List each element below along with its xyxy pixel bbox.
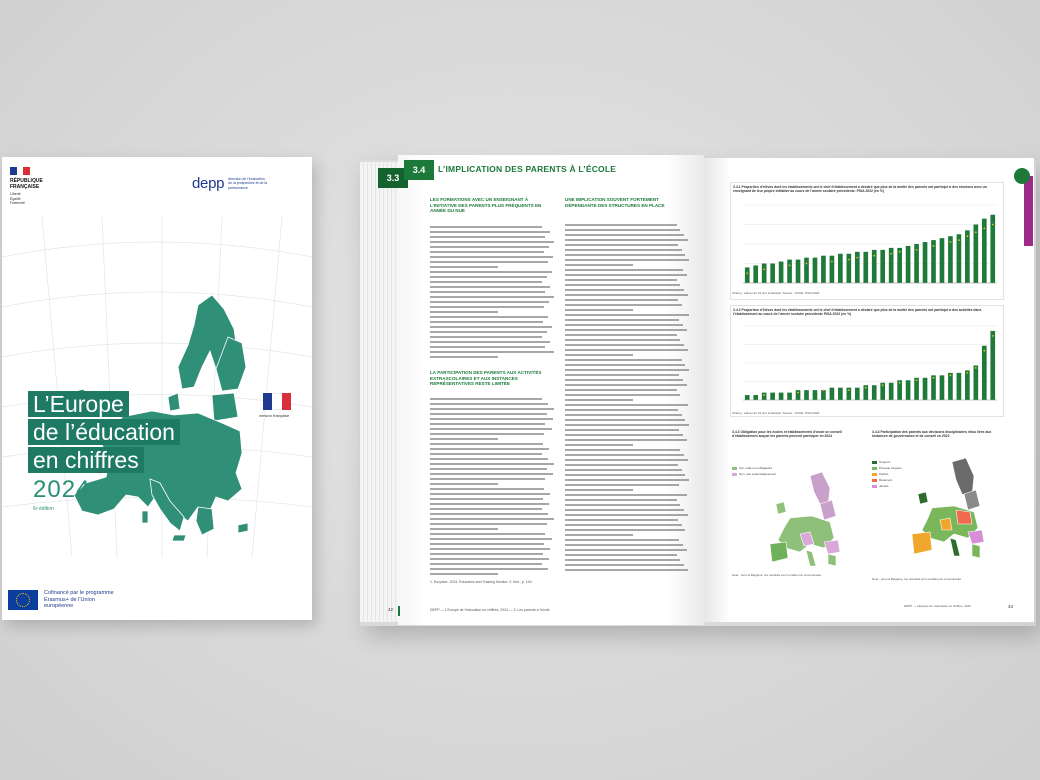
bar [838, 388, 843, 400]
text-line [565, 304, 682, 306]
marianne-flag-icon [10, 167, 30, 175]
text-line [565, 399, 633, 401]
text-line [430, 241, 554, 243]
text-line [565, 344, 684, 346]
bar [990, 331, 995, 400]
bar [745, 395, 750, 400]
text-line [565, 309, 633, 311]
bar [982, 346, 987, 400]
text-line [565, 489, 633, 491]
marker-point [865, 387, 867, 389]
marker-point [899, 382, 901, 384]
bar [855, 252, 860, 283]
text-line [565, 414, 682, 416]
text-line [565, 439, 687, 441]
text-line [430, 326, 552, 328]
bar [821, 390, 826, 400]
bar [897, 248, 902, 283]
map-title: 3.4.3 Obligation pour les écoles et établissements d’avoir un conseil d’établissement auquel les parents peuvent participer en 2024 [732, 430, 843, 439]
text-line [430, 468, 547, 470]
text-line [430, 533, 545, 535]
text-line [565, 224, 677, 226]
section-subtitle: LES FORMATIONS AVEC UN ENSEIGNANT À L’INITIATIVE DES PARENTS PLUS FRÉQUENTS EN ANNÉE DU NUE [430, 197, 542, 214]
bar [838, 254, 843, 283]
text-line [565, 334, 677, 336]
title-line: L’Europe [28, 391, 129, 417]
text-line [565, 254, 685, 256]
text-line [565, 314, 689, 316]
marker-point [831, 261, 833, 263]
chart-panel-1 [730, 182, 1004, 300]
text-line [430, 398, 542, 400]
text-line [430, 246, 549, 248]
text-line [430, 503, 549, 505]
page-number: 43 [1008, 604, 1014, 609]
text-line [565, 539, 679, 541]
text-line [565, 324, 683, 326]
text-line [565, 544, 683, 546]
bar [753, 265, 758, 283]
marker-point [916, 249, 918, 251]
text-line [565, 404, 688, 406]
page-footer: DEPP — L’Europe de l’éducation en chiffres, 2024 — 3. Les parents à l’école [430, 608, 550, 612]
text-line [430, 433, 544, 435]
chapter-tab-previous: 3.3 [378, 168, 408, 188]
marker-point [966, 235, 968, 237]
text-line [565, 564, 684, 566]
text-line [430, 236, 545, 238]
text-line [430, 311, 498, 313]
bar [779, 393, 784, 400]
chart-note: Champ : élèves de 15 ans scolarisés. Source : OCDE, PISA 2022. [732, 291, 821, 295]
marker-point [856, 257, 858, 259]
text-line [430, 256, 553, 258]
text-line [565, 239, 688, 241]
eu-cofunding-text: Cofinancé par le programme Erasmus+ de l’Union européenne [44, 590, 114, 610]
text-line [430, 413, 547, 415]
text-line [430, 568, 548, 570]
text-line [565, 464, 678, 466]
text-line [430, 508, 542, 510]
text-line [565, 499, 677, 501]
bar [923, 242, 928, 283]
bar [770, 393, 775, 400]
text-line [565, 504, 680, 506]
text-line [430, 276, 547, 278]
bar [974, 365, 979, 400]
text-line [430, 498, 543, 500]
text-line [565, 234, 684, 236]
text-line [430, 306, 544, 308]
bar [940, 238, 945, 283]
marker-point [966, 372, 968, 374]
marker-point [746, 272, 748, 274]
map-note: Note : pour la Belgique, les résultats sont ventilés par communauté. [872, 577, 962, 581]
bar [847, 254, 852, 283]
text-line [430, 478, 545, 480]
depp-logo [192, 175, 268, 192]
bar [855, 388, 860, 400]
bar [957, 373, 962, 400]
text-line [565, 384, 687, 386]
text-line [565, 369, 689, 371]
text-line [565, 534, 633, 536]
text-line [565, 524, 682, 526]
text-line [430, 231, 550, 233]
map-legend-item: Rarement [872, 478, 892, 482]
text-line [565, 429, 679, 431]
bar-chart-1 [731, 201, 1003, 293]
text-line [430, 351, 554, 353]
text-line [565, 274, 687, 276]
text-line [565, 279, 677, 281]
text-line [565, 269, 683, 271]
text-line [565, 469, 682, 471]
page-footer: DEPP — L’Europe de l’éducation en chiffres, 2024 [904, 604, 971, 608]
bar [762, 264, 767, 284]
text-line [565, 454, 684, 456]
section-subtitle: LA PARTICIPATION DES PARENTS AUX ACTIVITÉS EXTRASCOLAIRES ET AUX INSTANCES REPRÉSENTATIVES RESTE LIMITÉE [430, 370, 542, 387]
bar [787, 393, 792, 400]
rf-motto: Liberté Égalité Fraternité [10, 192, 25, 205]
depp-subtitle: direction de l’évaluation, de la prospective et de la performance [228, 176, 268, 190]
text-line [430, 261, 548, 263]
bar [753, 395, 758, 400]
depp-wordmark: depp [192, 175, 225, 192]
marker-point [789, 265, 791, 267]
text-line [430, 418, 553, 420]
bar [830, 256, 835, 283]
text-line [565, 559, 680, 561]
marker-point [797, 392, 799, 394]
text-line [430, 558, 549, 560]
bar [830, 388, 835, 400]
text-line [565, 569, 688, 571]
text-line [565, 264, 633, 266]
bar [957, 234, 962, 283]
map-title: 3.4.4 Participation des parents aux décisions disciplinaires et/ou liées aux instances de gouvernance et de conseil en 2022 [872, 430, 992, 439]
text-line [430, 573, 498, 575]
cover-title [28, 391, 180, 475]
text-line [565, 409, 678, 411]
chapter-color-mark [1024, 176, 1033, 246]
text-line [430, 548, 550, 550]
text-line [430, 341, 550, 343]
bar [965, 370, 970, 400]
footer-separator [398, 606, 400, 616]
title-line: en chiffres [28, 447, 144, 473]
text-line [565, 249, 682, 251]
text-line [565, 259, 689, 261]
text-line [565, 514, 688, 516]
text-line [565, 319, 679, 321]
text-line [430, 316, 548, 318]
text-line [430, 473, 553, 475]
text-line [430, 321, 543, 323]
section-subtitle: UNE IMPLICATION SOUVENT FORTEMENT DÉPENDANTE DES STRUCTURES EN PLACE [565, 197, 665, 208]
text-line [430, 458, 548, 460]
text-line [565, 364, 685, 366]
marker-point [890, 253, 892, 255]
text-line [565, 419, 685, 421]
marker-point [873, 255, 875, 257]
text-line [565, 244, 678, 246]
bar [762, 393, 767, 400]
bar [931, 375, 936, 400]
map-legend-item: Non, pas systématiquement [732, 472, 776, 476]
map-legend-item: Oui, mais non obligatoire [732, 466, 772, 470]
marker-point [763, 394, 765, 396]
cover-year: 2024 [33, 476, 91, 503]
text-line [430, 428, 552, 430]
text-line [430, 483, 498, 485]
bar [965, 230, 970, 283]
text-line [430, 438, 498, 440]
text-line [430, 281, 542, 283]
text-line [430, 538, 552, 540]
text-line [565, 529, 685, 531]
text-line [430, 523, 547, 525]
text-line [430, 251, 544, 253]
bar [770, 264, 775, 284]
page-stack [360, 162, 400, 622]
text-line [430, 286, 550, 288]
text-line [430, 513, 548, 515]
text-line [430, 346, 545, 348]
text-line [430, 291, 545, 293]
text-line [430, 453, 542, 455]
bar [745, 267, 750, 283]
cover-edition: 6ᵉ édition [33, 506, 54, 512]
text-line [430, 266, 498, 268]
text-line [565, 519, 678, 521]
marker-point [899, 251, 901, 253]
chapter-title: L’IMPLICATION DES PARENTS À L’ÉCOLE [438, 164, 617, 174]
bar [872, 385, 877, 400]
marker-point [975, 367, 977, 369]
rf-line: RÉPUBLIQUE [10, 178, 43, 184]
text-line [430, 226, 542, 228]
text-line [565, 549, 687, 551]
text-line [430, 518, 554, 520]
text-line [430, 553, 543, 555]
text-line [430, 488, 544, 490]
text-line [565, 229, 680, 231]
bar [787, 260, 792, 283]
bar [940, 375, 945, 400]
text-line [565, 444, 633, 446]
marker-point [806, 263, 808, 265]
text-line [430, 423, 545, 425]
language-version-label: version française [259, 413, 290, 418]
map-legend-item: Parfois [872, 472, 888, 476]
text-line [565, 459, 688, 461]
text-line [565, 379, 683, 381]
text-line [565, 509, 684, 511]
report-cover [2, 157, 312, 620]
bar [923, 378, 928, 400]
bar [889, 383, 894, 400]
text-line [565, 354, 633, 356]
marker-point [933, 377, 935, 379]
marker-point [950, 241, 952, 243]
marker-point [958, 239, 960, 241]
republique-francaise-logo [10, 167, 66, 206]
marker-point [916, 379, 918, 381]
bar [796, 260, 801, 283]
marker-point [950, 374, 952, 376]
text-line [430, 463, 554, 465]
bar [813, 390, 818, 400]
text-line [565, 394, 680, 396]
europe-map-1 [750, 470, 860, 570]
rf-line: FRANÇAISE [10, 184, 40, 190]
text-line [565, 484, 679, 486]
text-line [430, 301, 549, 303]
text-line [565, 434, 683, 436]
text-line [565, 289, 684, 291]
chart-title: 3.4.2 Proportion d’élèves dont les établissements ont le chef d’établissement a déclaré que plus de la moitié des parents ont participé à des activités dans l’établissement au cours de l’année scolaire précédente PISA 2022 (en %) [733, 308, 982, 317]
marker-point [992, 224, 994, 226]
marker-point [882, 384, 884, 386]
bar [796, 390, 801, 400]
map-note: Note : pour la Belgique, les résultats sont ventilés par communauté. [732, 573, 822, 577]
text-line [430, 296, 554, 298]
chart-note: Champ : élèves de 15 ans scolarisés. Source : OCDE, PISA 2022. [732, 411, 821, 415]
text-line [430, 331, 547, 333]
text-line [430, 528, 498, 530]
bar [863, 252, 868, 283]
bar [948, 236, 953, 283]
text-line [430, 543, 544, 545]
text-line [430, 448, 549, 450]
map-legend-item: Presque toujours [872, 466, 902, 470]
text-line [565, 329, 687, 331]
chapter-tab-current: 3.4 [404, 160, 434, 180]
map-legend-item: Jamais [872, 484, 889, 488]
text-line [565, 479, 689, 481]
bar [906, 380, 911, 400]
body-text-column [430, 398, 554, 578]
eu-cofunding-block [8, 590, 124, 610]
chart-title: 3.4.1 Proportion d’élèves dont les établissements ont le chef d’établissement a déclaré que plus de la moitié des parents ont participé à des réunions avec un enseignant de leur propre initiative au cours de l’année scolaire précédente. PISA 2022 (en %) [733, 185, 987, 194]
bar [974, 225, 979, 284]
text-line [430, 403, 548, 405]
text-line [430, 408, 554, 410]
text-line [565, 424, 689, 426]
corner-badge [1014, 168, 1030, 184]
marker-point [992, 335, 994, 337]
text-line [430, 336, 542, 338]
body-text-column [430, 226, 554, 361]
bar [948, 373, 953, 400]
bar [804, 390, 809, 400]
text-line [565, 299, 678, 301]
page-number: 42 [388, 607, 394, 612]
text-line [565, 359, 682, 361]
marker-point [975, 231, 977, 233]
europe-map-2 [896, 458, 1004, 566]
text-line [565, 339, 680, 341]
bar [880, 250, 885, 283]
footnote: 1. Eurydice, 2024, Education and Training Monitor. 2. Ibid., p. 144. [430, 580, 533, 584]
chart-panel-2 [730, 305, 1004, 417]
marker-point [983, 228, 985, 230]
eu-flag-icon [8, 590, 38, 610]
marker-point [848, 389, 850, 391]
text-line [565, 349, 688, 351]
title-line: de l’éducation [28, 419, 180, 445]
text-line [430, 271, 552, 273]
bar-chart-2 [731, 322, 1003, 410]
text-line [565, 494, 687, 496]
text-line [565, 284, 680, 286]
text-line [430, 563, 542, 565]
body-text-column [565, 224, 689, 574]
bar [821, 256, 826, 283]
french-flag-icon [263, 393, 291, 410]
marker-point [933, 245, 935, 247]
marker-point [763, 268, 765, 270]
text-line [565, 374, 679, 376]
bar [906, 246, 911, 283]
text-line [430, 493, 550, 495]
marker-point [848, 259, 850, 261]
text-line [565, 554, 677, 556]
text-line [565, 449, 680, 451]
text-line [565, 389, 677, 391]
map-legend-item: Toujours [872, 460, 890, 464]
text-line [430, 356, 498, 358]
text-line [430, 443, 543, 445]
bar [804, 258, 809, 283]
bar [813, 258, 818, 283]
marker-point [823, 389, 825, 391]
marker-point [983, 350, 985, 352]
bar [779, 262, 784, 283]
text-line [565, 474, 685, 476]
text-line [565, 294, 688, 296]
